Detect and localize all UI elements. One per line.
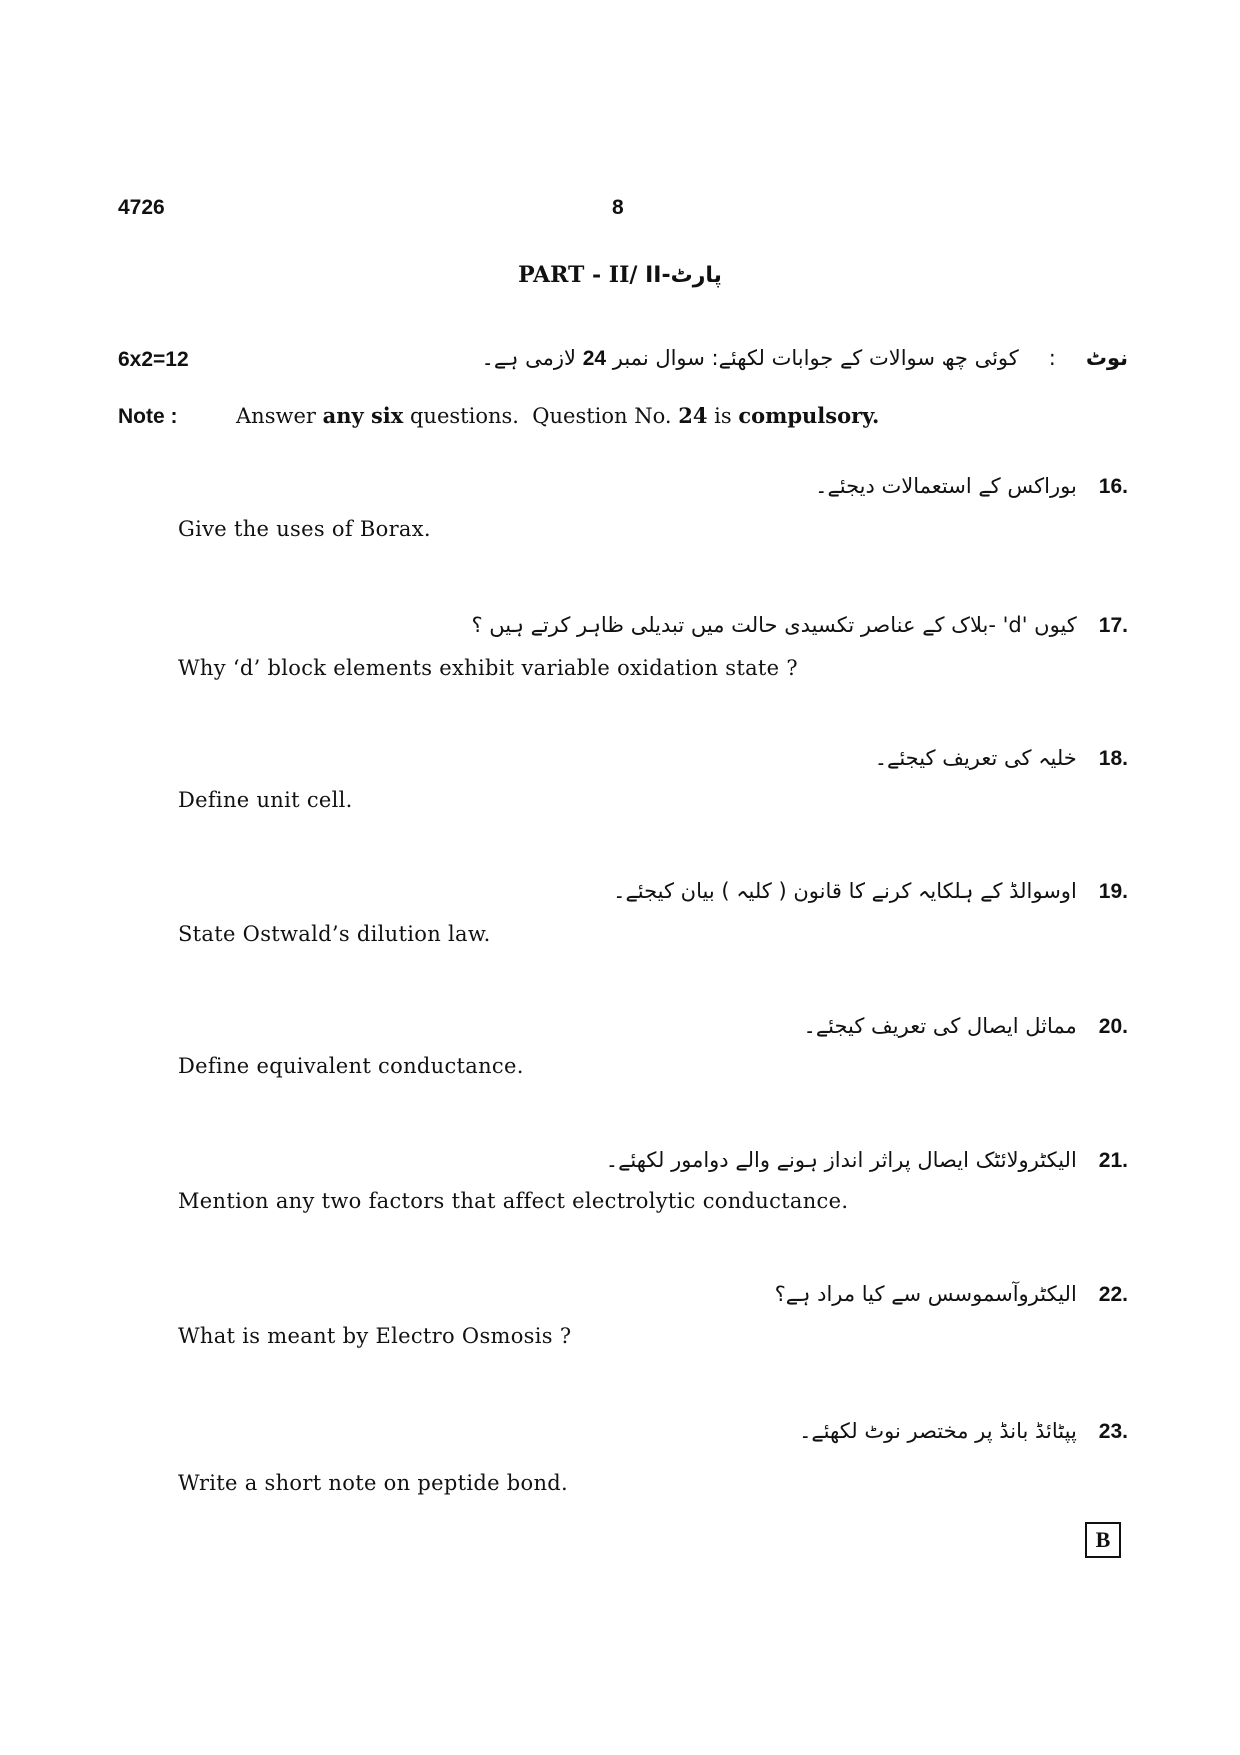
question-20-english: Define equivalent conductance. [178, 1054, 524, 1078]
question-19-urdu [613, 879, 1128, 904]
note-text: Answer [236, 404, 323, 428]
question-text-urdu: بوراکس کے استعمالات دیجئے۔ [815, 474, 1077, 498]
note-urdu [482, 346, 1128, 371]
question-23-english: Write a short note on peptide bond. [178, 1471, 569, 1495]
question-16-urdu [815, 474, 1128, 499]
marks-scheme: 6x2=12 [118, 348, 189, 371]
note-urdu-colon: : [1048, 346, 1056, 370]
series-mark-box: B [1085, 1522, 1121, 1558]
note-english [118, 403, 879, 429]
question-number: 17. [1098, 614, 1128, 637]
question-number: 22. [1098, 1283, 1128, 1306]
question-21-english: Mention any two factors that affect electrolytic conductance. [178, 1189, 849, 1213]
note-bold: compulsory. [738, 403, 880, 428]
note-urdu-number: 24 [582, 347, 607, 370]
note-urdu-text-end: لازمی ہے۔ [481, 346, 577, 370]
question-18-english: Define unit cell. [178, 788, 353, 812]
question-number: 21. [1098, 1149, 1128, 1172]
question-21-urdu [606, 1148, 1128, 1173]
question-16-english: Give the uses of Borax. [178, 517, 431, 541]
question-22-english: What is meant by Electro Osmosis ? [178, 1324, 572, 1348]
page-number: 8 [612, 196, 624, 219]
question-text-urdu: الیکٹرولائٹک ایصال پراثر انداز ہونے والے دوامور لکھئے۔ [605, 1148, 1077, 1172]
part-title-urdu: II-پارٹ [645, 263, 722, 288]
question-text-urdu: کیوں 'd' -بلاک کے عناصر تکسیدی حالت میں تبدیلی ظاہر کرتے ہیں ؟ [471, 613, 1077, 637]
question-text-urdu: اوسوالڈ کے ہلکایہ کرنے کا قانون ( کلیہ ) بیان کیجئے۔ [613, 879, 1077, 903]
question-text-urdu: خلیہ کی تعریف کیجئے۔ [874, 746, 1077, 770]
question-17-urdu [471, 613, 1128, 638]
note-text: is [707, 404, 739, 428]
part-title-english: PART - II/ [518, 262, 646, 288]
part-title [0, 262, 1240, 288]
note-bold: any six [322, 403, 404, 428]
question-number: 18. [1098, 747, 1128, 770]
note-bold: 24 [678, 403, 708, 428]
question-22-urdu [775, 1282, 1128, 1307]
question-text-urdu: مماثل ایصال کی تعریف کیجئے۔ [803, 1014, 1077, 1038]
note-english-label: Note : [118, 405, 178, 428]
question-20-urdu [804, 1014, 1128, 1039]
question-text-urdu: پپٹائڈ بانڈ پر مختصر نوٹ لکھئے۔ [799, 1419, 1077, 1443]
question-number: 19. [1098, 880, 1128, 903]
question-17-english: Why ‘d’ block elements exhibit variable oxidation state ? [178, 656, 798, 680]
question-number: 16. [1098, 475, 1128, 498]
note-urdu-text: کوئی چھ سوالات کے جوابات لکھئے: سوال نمبر [612, 346, 1019, 370]
question-number: 23. [1098, 1420, 1128, 1443]
question-text-urdu: الیکٹروآسموسس سے کیا مراد ہے؟ [774, 1282, 1077, 1306]
question-19-english: State Ostwald’s dilution law. [178, 922, 491, 946]
question-number: 20. [1098, 1015, 1128, 1038]
paper-code: 4726 [118, 196, 165, 219]
note-urdu-label: نوٹ [1085, 346, 1128, 370]
note-text: questions. Question No. [403, 404, 679, 428]
question-23-urdu [799, 1419, 1128, 1444]
question-18-urdu [875, 746, 1128, 771]
